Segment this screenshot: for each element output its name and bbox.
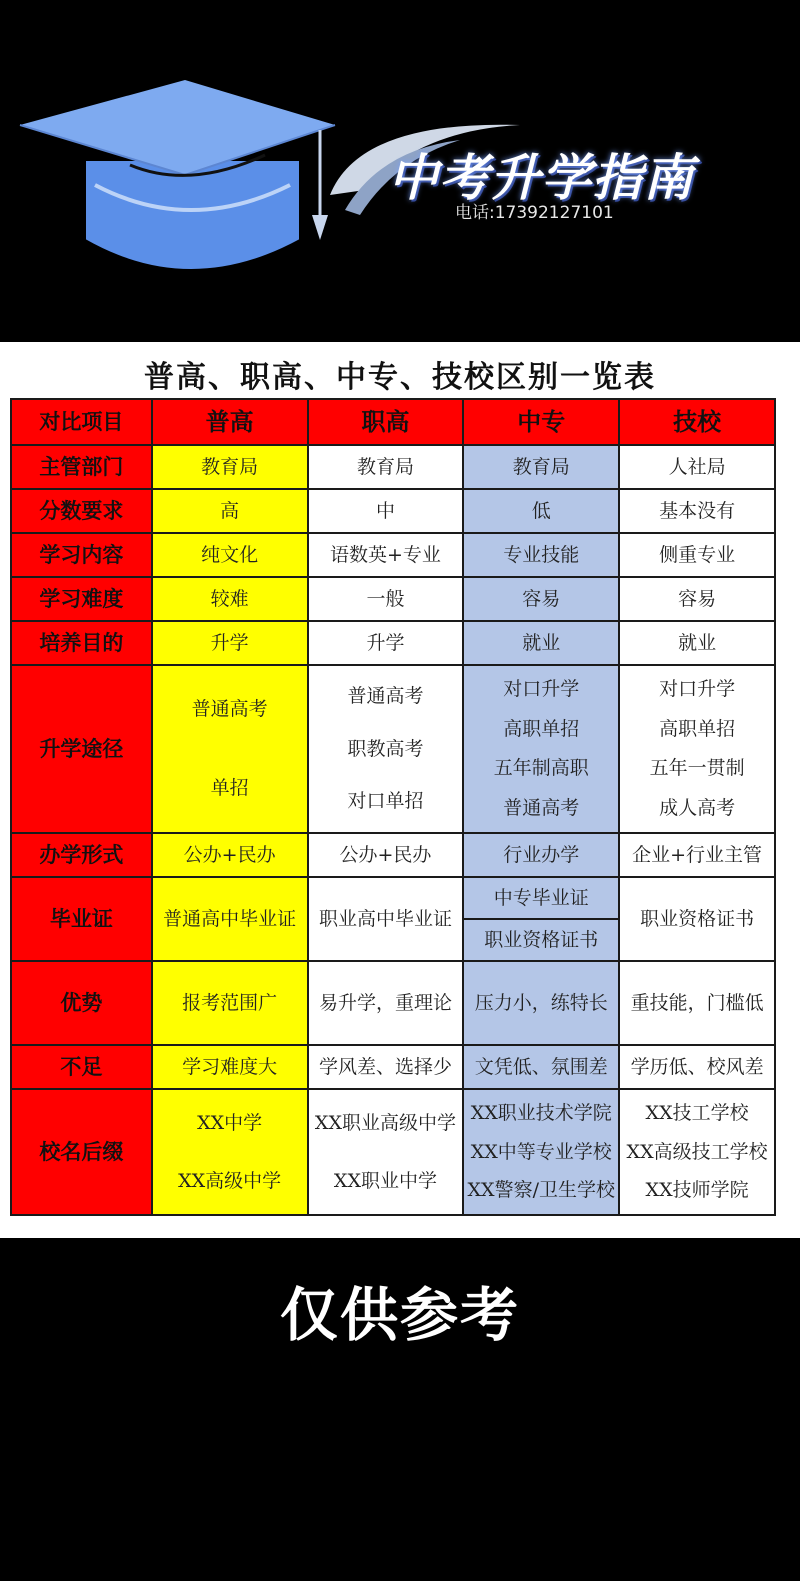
- table-row: [11, 445, 775, 489]
- table-cell: 行业办学: [463, 833, 619, 877]
- row-label: 主管部门: [11, 445, 152, 489]
- cell-line: 对口升学: [503, 678, 580, 701]
- table-cell: 职业资格证书: [619, 877, 775, 961]
- table-cell: 侧重专业: [619, 533, 775, 577]
- table-cell: [152, 665, 308, 833]
- table-row: [11, 489, 775, 533]
- table-cell: 教育局: [463, 445, 619, 489]
- cell-line: XX高级中学: [178, 1169, 282, 1192]
- cell-line: XX中等专业学校: [470, 1140, 612, 1163]
- table-cell: 人社局: [619, 445, 775, 489]
- table-cell: 升学: [308, 621, 464, 665]
- table-row: [11, 665, 775, 833]
- cell-line: 高职单招: [503, 717, 580, 740]
- cell-line: 普通高考: [191, 698, 268, 721]
- row-label: 学习内容: [11, 533, 152, 577]
- cell-line: 职业资格证书: [484, 928, 599, 951]
- cell-line: 对口单招: [347, 790, 424, 813]
- table-cell: 公办+民办: [308, 833, 464, 877]
- cell-line: XX职业高级中学: [314, 1111, 456, 1134]
- table-cell: 教育局: [152, 445, 308, 489]
- table-cell: 压力小，练特长: [463, 961, 619, 1045]
- table-cell: [463, 665, 619, 833]
- row-label: 办学形式: [11, 833, 152, 877]
- cell-line: XX中学: [197, 1111, 263, 1134]
- table-cell: 职业高中毕业证: [308, 877, 464, 961]
- column-header: 职高: [308, 399, 464, 445]
- table-cell: 公办+民办: [152, 833, 308, 877]
- table-cell: 就业: [619, 621, 775, 665]
- column-header: 普高: [152, 399, 308, 445]
- cell-line: 成人高考: [659, 796, 736, 819]
- table-cell: 易升学，重理论: [308, 961, 464, 1045]
- row-label: 学习难度: [11, 577, 152, 621]
- header-corner: 对比项目: [11, 399, 152, 445]
- row-label: 校名后缀: [11, 1089, 152, 1215]
- sheet-title: 普高、职高、中专、技校区别一览表: [144, 360, 656, 395]
- table-row: [11, 833, 775, 877]
- cell-line: 普通高考: [347, 684, 424, 707]
- table-cell: 文凭低、氛围差: [463, 1045, 619, 1089]
- table-cell: 报考范围广: [152, 961, 308, 1045]
- table-cell: 学习难度大: [152, 1045, 308, 1089]
- table-row: [11, 621, 775, 665]
- table-cell: 企业+行业主管: [619, 833, 775, 877]
- cell-line: 职教高考: [347, 737, 424, 760]
- table-cell: [308, 1089, 464, 1215]
- cell-line: 五年制高职: [493, 757, 589, 780]
- cell-line: 对口升学: [659, 678, 736, 701]
- banner-phone: 电话:17392127101: [455, 203, 614, 223]
- table-cell: [619, 1089, 775, 1215]
- cell-line: 高职单招: [659, 717, 736, 740]
- cell-line: 五年一贯制: [649, 757, 745, 780]
- comparison-table: [10, 398, 776, 1216]
- row-label: 毕业证: [11, 877, 152, 961]
- table-cell: 就业: [463, 621, 619, 665]
- table-row: [11, 961, 775, 1045]
- row-label: 升学途径: [11, 665, 152, 833]
- row-label: 优势: [11, 961, 152, 1045]
- row-label: 分数要求: [11, 489, 152, 533]
- table-cell: [308, 665, 464, 833]
- cell-line: XX警察/卫生学校: [467, 1179, 615, 1202]
- table-cell: 高: [152, 489, 308, 533]
- column-header: 技校: [619, 399, 775, 445]
- table-cell: 容易: [463, 577, 619, 621]
- cell-line: 普通高考: [503, 796, 580, 819]
- table-cell: 语数英+专业: [308, 533, 464, 577]
- footer-note: 仅供参考: [279, 1281, 520, 1349]
- cell-line: XX职业技术学院: [470, 1101, 612, 1124]
- table-cell: 低: [463, 489, 619, 533]
- cell-line: XX高级技工学校: [626, 1140, 768, 1163]
- cell-line: XX职业中学: [333, 1169, 437, 1192]
- table-cell: [463, 1089, 619, 1215]
- table-cell: 较难: [152, 577, 308, 621]
- column-header: 中专: [463, 399, 619, 445]
- table-cell: 学历低、校风差: [619, 1045, 775, 1089]
- table-cell: 基本没有: [619, 489, 775, 533]
- table-cell: 普通高中毕业证: [152, 877, 308, 961]
- table-cell: 容易: [619, 577, 775, 621]
- banner: [0, 0, 800, 342]
- row-label: 不足: [11, 1045, 152, 1089]
- table-row: [11, 1089, 775, 1215]
- table-cell: 重技能，门槛低: [619, 961, 775, 1045]
- table-cell: 一般: [308, 577, 464, 621]
- table-row: [11, 1045, 775, 1089]
- comparison-sheet: [0, 342, 800, 1238]
- table-row: [11, 533, 775, 577]
- table-cell: 升学: [152, 621, 308, 665]
- table-cell: 学风差、选择少: [308, 1045, 464, 1089]
- table-cell: 教育局: [308, 445, 464, 489]
- table-cell: 纯文化: [152, 533, 308, 577]
- cell-line: 中专毕业证: [464, 878, 618, 920]
- cell-line: 单招: [210, 777, 249, 800]
- row-label: 培养目的: [11, 621, 152, 665]
- table-cell: 中: [308, 489, 464, 533]
- table-cell: [152, 1089, 308, 1215]
- table-cell: [463, 877, 619, 961]
- banner-title: 中考升学指南: [388, 149, 694, 207]
- table-cell: [619, 665, 775, 833]
- table-row: [11, 577, 775, 621]
- cell-line: XX技工学校: [645, 1101, 749, 1124]
- table-row: [11, 877, 775, 961]
- cell-line: XX技师学院: [645, 1179, 749, 1202]
- table-cell: 专业技能: [463, 533, 619, 577]
